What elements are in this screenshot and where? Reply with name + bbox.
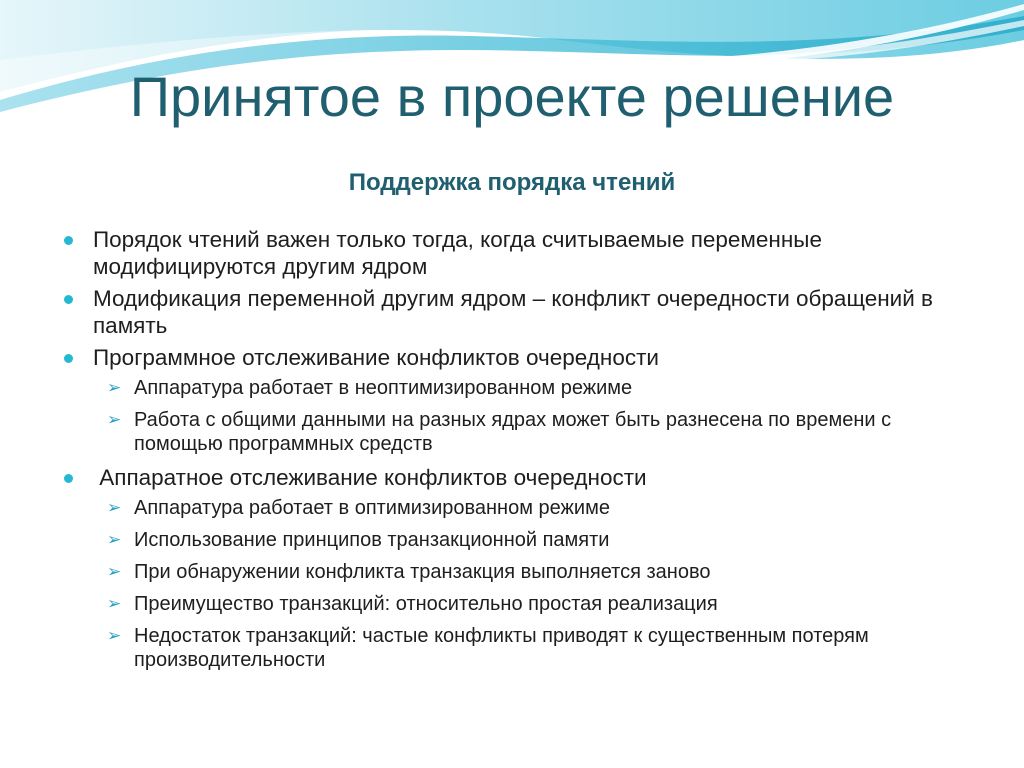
sub-bullet-text: Аппаратура работает в оптимизированном режиме bbox=[134, 497, 610, 519]
sub-bullet-text: При обнаружении конфликта транзакция выполняется заново bbox=[134, 561, 711, 583]
arrowhead-right-icon: ➢ bbox=[107, 562, 122, 582]
bullet-item bbox=[64, 464, 964, 491]
arrowhead-right-icon: ➢ bbox=[107, 626, 122, 646]
bullet-list bbox=[64, 226, 964, 680]
sub-bullet-text: Преимущество транзакций: относительно простая реализация bbox=[134, 593, 718, 615]
bullet-item bbox=[64, 344, 964, 371]
bullet-text: Модификация переменной другим ядром – конфликт очередности обращений в память bbox=[93, 286, 933, 338]
bullet-item bbox=[64, 285, 964, 339]
bullet-text: Программное отслеживание конфликтов очередности bbox=[93, 345, 659, 370]
sub-bullet-item bbox=[64, 376, 964, 400]
bullet-dot-icon bbox=[64, 474, 73, 483]
bullet-dot-icon bbox=[64, 236, 73, 245]
sub-bullet-item bbox=[64, 528, 964, 552]
sub-bullet-text: Работа с общими данными на разных ядрах может быть разнесена по времени с помощью программных средств bbox=[134, 409, 892, 455]
arrowhead-right-icon: ➢ bbox=[107, 410, 122, 430]
sub-bullet-text: Недостаток транзакций: частые конфликты приводят к существенным потерям производительности bbox=[134, 625, 869, 671]
sub-bullet-item bbox=[64, 592, 964, 616]
bullet-item bbox=[64, 226, 964, 280]
sub-bullet-item bbox=[64, 560, 964, 584]
sub-bullet-text: Использование принципов транзакционной памяти bbox=[134, 529, 610, 551]
sub-bullet-item bbox=[64, 496, 964, 520]
sub-bullet-text: Аппаратура работает в неоптимизированном режиме bbox=[134, 377, 633, 399]
arrowhead-right-icon: ➢ bbox=[107, 530, 122, 550]
slide-subtitle: Поддержка порядка чтений bbox=[348, 169, 676, 196]
arrowhead-right-icon: ➢ bbox=[107, 378, 122, 398]
bullet-dot-icon bbox=[64, 295, 73, 304]
arrowhead-right-icon: ➢ bbox=[107, 498, 122, 518]
slide-title: Принятое в проекте решение bbox=[129, 65, 895, 128]
bullet-dot-icon bbox=[64, 354, 73, 363]
bullet-text: Аппаратное отслеживание конфликтов очередности bbox=[93, 465, 647, 490]
bullet-text: Порядок чтений важен только тогда, когда считываемые переменные модифицируются другим ядром bbox=[93, 227, 822, 279]
arrowhead-right-icon: ➢ bbox=[107, 594, 122, 614]
sub-bullet-item bbox=[64, 408, 964, 456]
sub-bullet-item bbox=[64, 624, 964, 672]
